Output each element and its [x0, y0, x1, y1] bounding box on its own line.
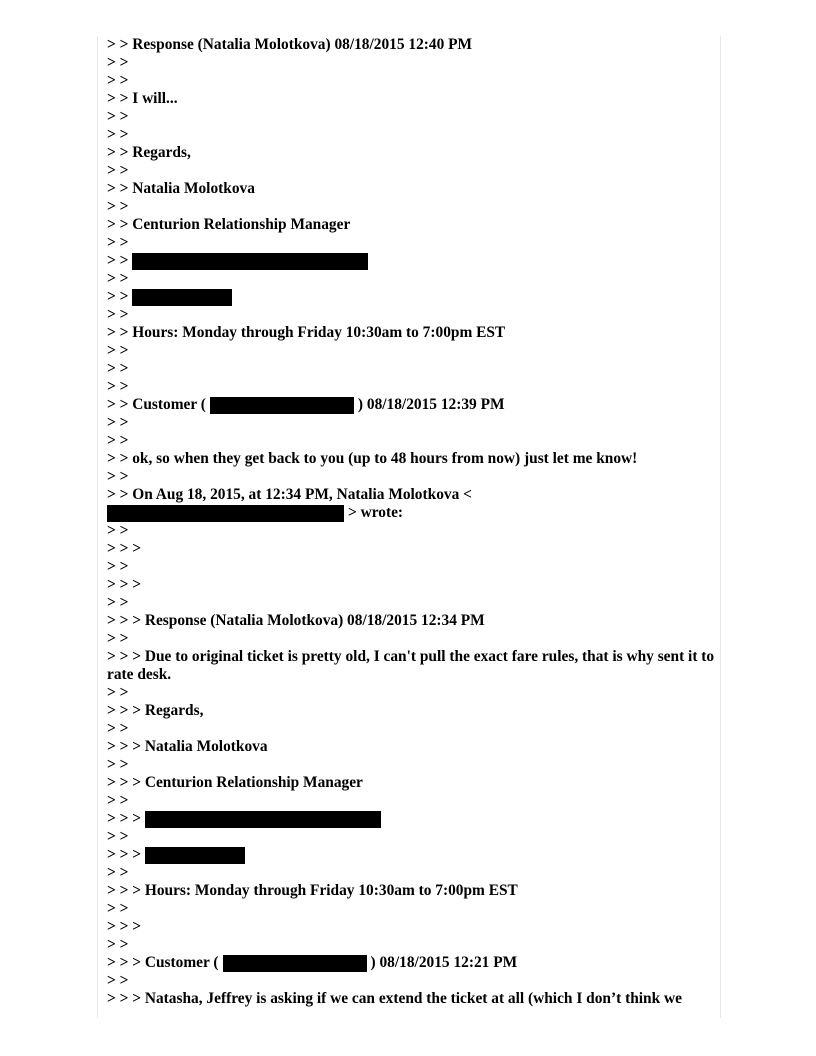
quoted-line: > > > Response (Natalia Molotkova) 08/18/2015 12:34 PM: [107, 612, 485, 629]
quoted-line: > > Natalia Molotkova: [107, 180, 255, 197]
redaction-block: [132, 289, 232, 306]
quoted-line: > >: [107, 558, 129, 575]
quoted-line: > >: [107, 630, 129, 647]
quoted-line: > >: [107, 720, 129, 737]
quoted-line: > > I will...: [107, 90, 178, 107]
quoted-line: > > >: [107, 918, 142, 935]
quoted-line: > >: [107, 162, 129, 179]
quoted-line: > > > Due to original ticket is pretty old, I can't pull the exact fare rules, that is why sent it to rate desk.: [107, 648, 715, 683]
quoted-line: > >: [107, 54, 129, 71]
quoted-line: > >: [107, 108, 129, 125]
quoted-line: > > Hours: Monday through Friday 10:30am to 7:00pm EST: [107, 324, 506, 341]
quoted-line: > > Customer ( ) 08/18/2015 12:39 PM: [107, 396, 505, 413]
quoted-line: > > > Customer ( ) 08/18/2015 12:21 PM: [107, 954, 518, 971]
quoted-line: > > Response (Natalia Molotkova) 08/18/2015 12:40 PM: [107, 36, 473, 53]
quoted-line: > >: [107, 792, 129, 809]
quoted-line: > >: [107, 72, 129, 89]
quoted-line: > > >: [107, 576, 142, 593]
quoted-line: > >: [107, 972, 129, 989]
quoted-line: > >: [107, 900, 129, 917]
email-thread: [107, 36, 719, 1008]
quoted-line: > >: [107, 594, 129, 611]
quoted-line: > > >: [107, 846, 719, 864]
quoted-line: > >: [107, 864, 129, 881]
quoted-line: > >: [107, 270, 129, 287]
quoted-line: > > > Natalia Molotkova: [107, 738, 268, 755]
redaction-block: [132, 253, 368, 270]
quoted-line: > >: [107, 828, 129, 845]
quoted-line: > >: [107, 432, 129, 449]
redaction-block: [145, 847, 245, 864]
quoted-line: > > > Regards,: [107, 702, 204, 719]
quoted-line: > > Centurion Relationship Manager: [107, 216, 351, 233]
quoted-line: > >: [107, 306, 129, 323]
quoted-line: > > > Centurion Relationship Manager: [107, 774, 363, 791]
quoted-line: > >: [107, 126, 129, 143]
quoted-line: > >: [107, 288, 719, 306]
quoted-line: > > Regards,: [107, 144, 191, 161]
quoted-line: > > >: [107, 810, 719, 828]
quoted-line: > >: [107, 198, 129, 215]
quoted-line: > >: [107, 414, 129, 431]
quoted-line: > >: [107, 684, 129, 701]
quoted-line: > >: [107, 936, 129, 953]
quoted-line: > > >: [107, 540, 142, 557]
quoted-line: > >: [107, 522, 129, 539]
redaction-block: [223, 955, 367, 972]
quoted-line: > wrote:: [107, 504, 719, 522]
redaction-block: [145, 811, 381, 828]
quoted-line: > >: [107, 360, 129, 377]
redaction-block: [210, 397, 354, 414]
redaction-block: [107, 505, 344, 522]
quoted-line: > >: [107, 342, 129, 359]
quoted-line: > >: [107, 234, 129, 251]
quoted-line: > >: [107, 468, 129, 485]
quoted-line: > > > Hours: Monday through Friday 10:30am to 7:00pm EST: [107, 882, 518, 899]
quoted-line: > > ok, so when they get back to you (up to 48 hours from now) just let me know!: [107, 450, 638, 467]
quoted-line: > > > Natasha, Jeffrey is asking if we can extend the ticket at all (which I don’t think we: [107, 990, 682, 1007]
quoted-line: > >: [107, 252, 719, 270]
quoted-line: > >: [107, 378, 129, 395]
quoted-line: > > On Aug 18, 2015, at 12:34 PM, Natalia Molotkova <: [107, 486, 472, 503]
quoted-line: > >: [107, 756, 129, 773]
